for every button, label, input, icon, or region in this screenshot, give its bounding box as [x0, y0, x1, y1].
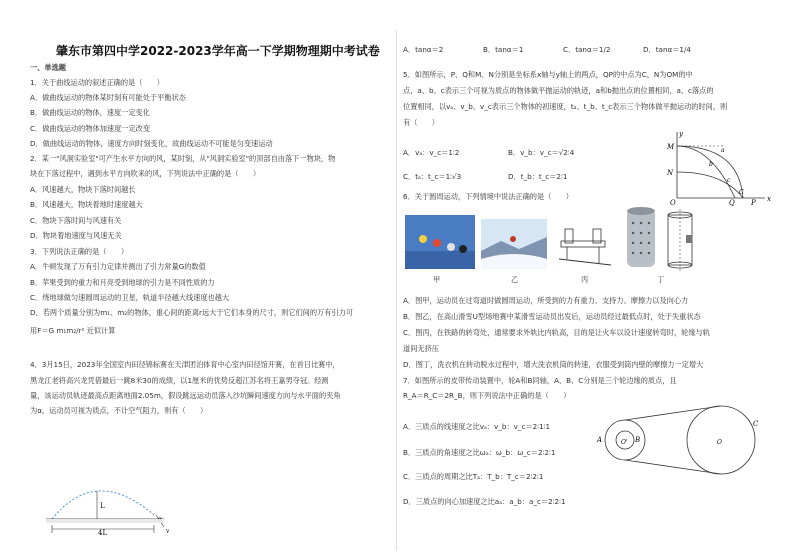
fig5-M: M [667, 143, 675, 151]
q6-figures [405, 205, 695, 285]
fig-label-bing: 丙 [581, 275, 589, 284]
fig4-v: v [166, 528, 170, 535]
left-line: D．若两个质量分别为m₁、m₂的物体，重心间的距离r远大于它们本身的尺寸，则它们间的万有引力可 [30, 308, 353, 317]
fig5-P: P [751, 199, 756, 206]
fig4-4L: 4L [98, 529, 108, 537]
fig4-L: L [100, 502, 105, 510]
q4-option-d: D．tanα＝1/4 [643, 45, 691, 54]
q7-figure [593, 402, 769, 480]
q4-option-a: A．tanα＝2 [403, 45, 444, 54]
left-line: C．绕地球做匀速圆周运动的卫星，轨道半径越大线速度也越大 [30, 293, 230, 302]
fig-label-ding: 丁 [657, 275, 665, 284]
fig5-C: C [739, 189, 744, 196]
q5-option-d: D．t_b：t_c＝2∶1 [508, 172, 568, 181]
fig5-b: b [709, 161, 713, 168]
right-line: D．三质点的向心加速度之比aₐ：a_b：a_c＝2∶2∶1 [403, 497, 566, 506]
fig5-Q: Q [729, 199, 735, 206]
right-line: 有（ ） [403, 118, 439, 127]
left-line: 用F＝G m₁m₂/r² 近似计算 [30, 326, 116, 335]
left-line: A．风速越大，物块下落时间越长 [30, 185, 136, 194]
fig7-A: A [597, 436, 603, 444]
left-line: 2．某一"风洞实验室"可产生水平方向的风，某时刻，从"风洞实验室"的顶部自由落下一物块，物 [30, 154, 336, 163]
left-line: C．物块下落时间与风速有关 [30, 216, 122, 225]
right-line: 位置相同，以vₐ、v_b、v_c表示三个物体的初速度，tₐ、t_b、t_c表示三个物体做平抛运动的时间，则 [403, 102, 728, 111]
q5-option-b: B．v_b：v_c＝√2∶4 [508, 148, 575, 157]
right-line: A．图甲，运动员在过弯道时做圆周运动，所受到的力有重力、支持力、摩擦力以及向心力 [403, 296, 689, 305]
q4-option-c: C．tanα＝1/2 [563, 45, 611, 54]
q5-figure [665, 128, 775, 206]
left-line: D．做曲线运动的物体，速度方向时刻变化，故曲线运动不可能是匀变速运动 [30, 139, 273, 148]
column-divider [396, 30, 397, 550]
q5-option-a: A．vₐ：v_c＝1∶2 [403, 148, 460, 157]
page-title: 肇东市第四中学2022-2023学年高一下学期物理期中考试卷 [56, 44, 380, 58]
right-line: B．三质点的角速度之比ωₐ：ω_b：ω_c＝2∶2∶1 [403, 448, 556, 457]
right-line: 6．关于圆周运动，下列情境中说法正确的是（ ） [403, 192, 573, 201]
fig5-a: a [721, 147, 725, 154]
fig5-x: x [767, 195, 771, 203]
fig7-B: B [635, 436, 641, 444]
left-line: 黑龙江老将高兴龙凭借最后一跳8米30的成绩，以1厘米的优势反超江苏名将王嘉男夺冠。经测 [30, 376, 329, 385]
section-heading: 一、单选题 [30, 63, 66, 72]
fig5-N: N [667, 169, 674, 177]
left-line: A．做曲线运动的物体某时刻有可能处于平衡状态 [30, 93, 186, 102]
fig5-O: O [670, 199, 676, 206]
right-line: D．图丁，洗衣机在转动脱水过程中，增大洗衣机筒的转速，衣服受到筒内壁的摩擦力一定增大 [403, 360, 704, 369]
left-line: 块在下落过程中，遇到水平方向吹来的风，下列说法中正确的是（ ） [30, 169, 261, 178]
fig-jia-image [405, 215, 475, 269]
left-line: D．物块着地速度与风速无关 [30, 231, 122, 240]
right-line: C．三质点的周期之比Tₐ：T_b：T_c＝2∶2∶1 [403, 472, 544, 481]
right-line: B．图乙，在高山滑雪U型场地赛中某滑雪运动员出发后，运动员经过最低点时，处于失重状态 [403, 312, 701, 321]
fig-yi-image [481, 219, 547, 269]
right-line: R_A＝R_C＝2R_B，则下列说法中正确的是（ ） [403, 391, 571, 400]
left-line: 1．关于曲线运动的叙述正确的是（ ） [30, 78, 164, 87]
q5-option-c: C．tₐ：t_c＝1∶√3 [403, 172, 462, 181]
q4-option-b: B．tanα＝1 [483, 45, 524, 54]
left-line: B．风速越大，物块着地时速度越大 [30, 200, 143, 209]
fig5-c: c [727, 177, 731, 184]
right-line: 5．如图所示，P、Q和M、N分别是坐标系x轴与y轴上的两点，QP的中点为C，N为OM的中 [403, 70, 693, 79]
left-line: A．牛顿发现了万有引力定律并测出了引力常量G的数值 [30, 262, 206, 271]
fig5-y: y [679, 130, 683, 138]
left-line: C．做曲线运动的物体加速度一定改变 [30, 124, 151, 133]
left-line: B．做曲线运动的物体，速度一定变化 [30, 108, 150, 117]
left-line: 3．下列说法正确的是（ ） [30, 247, 129, 256]
fig-bing-image [555, 215, 615, 271]
right-line: C．图丙，在铁路的转弯处，通常要求外轨比内轨高，目的是让火车以设计速度转弯时，轮缘与轨 [403, 328, 710, 337]
left-line: 量，该运动员轨迹最高点距离地面2.05m，假设跳远运动员落入沙坑瞬间速度方向与水平面的夹角 [30, 391, 341, 400]
right-line: 7．如图所示的皮带传动装置中，轮A和B同轴，A、B、C分别是三个轮边缘的质点，且 [403, 376, 677, 385]
left-line: 4．3月15日，2023年全国室内田径锦标赛在天津团泊体育中心室内田径馆开赛，在首日比赛中， [30, 360, 340, 369]
fig7-O1: O [717, 439, 722, 446]
right-line: 道间无挤压 [403, 344, 439, 353]
right-line: A．三质点的线速度之比vₐ：v_b：v_c＝2∶1∶1 [403, 422, 551, 431]
fig7-C: C [753, 420, 759, 428]
left-line: B．苹果受到的重力和月亮受到地球的引力是不同性质的力 [30, 278, 215, 287]
left-line: 为α，运动员可视为质点，不计空气阻力，则有（ ） [30, 406, 208, 415]
fig7-O2: O' [621, 439, 628, 446]
fig-label-yi: 乙 [511, 275, 519, 284]
fig-ding-diagram [665, 209, 695, 271]
right-line: 点，a、b、c表示三个可视为质点的物体做平抛运动的轨迹，a和b抛出点的位置相同，a、c落点的 [403, 86, 714, 95]
fig-ding-image [623, 205, 659, 271]
fig-label-jia: 甲 [433, 275, 441, 284]
q4-figure [44, 475, 194, 537]
